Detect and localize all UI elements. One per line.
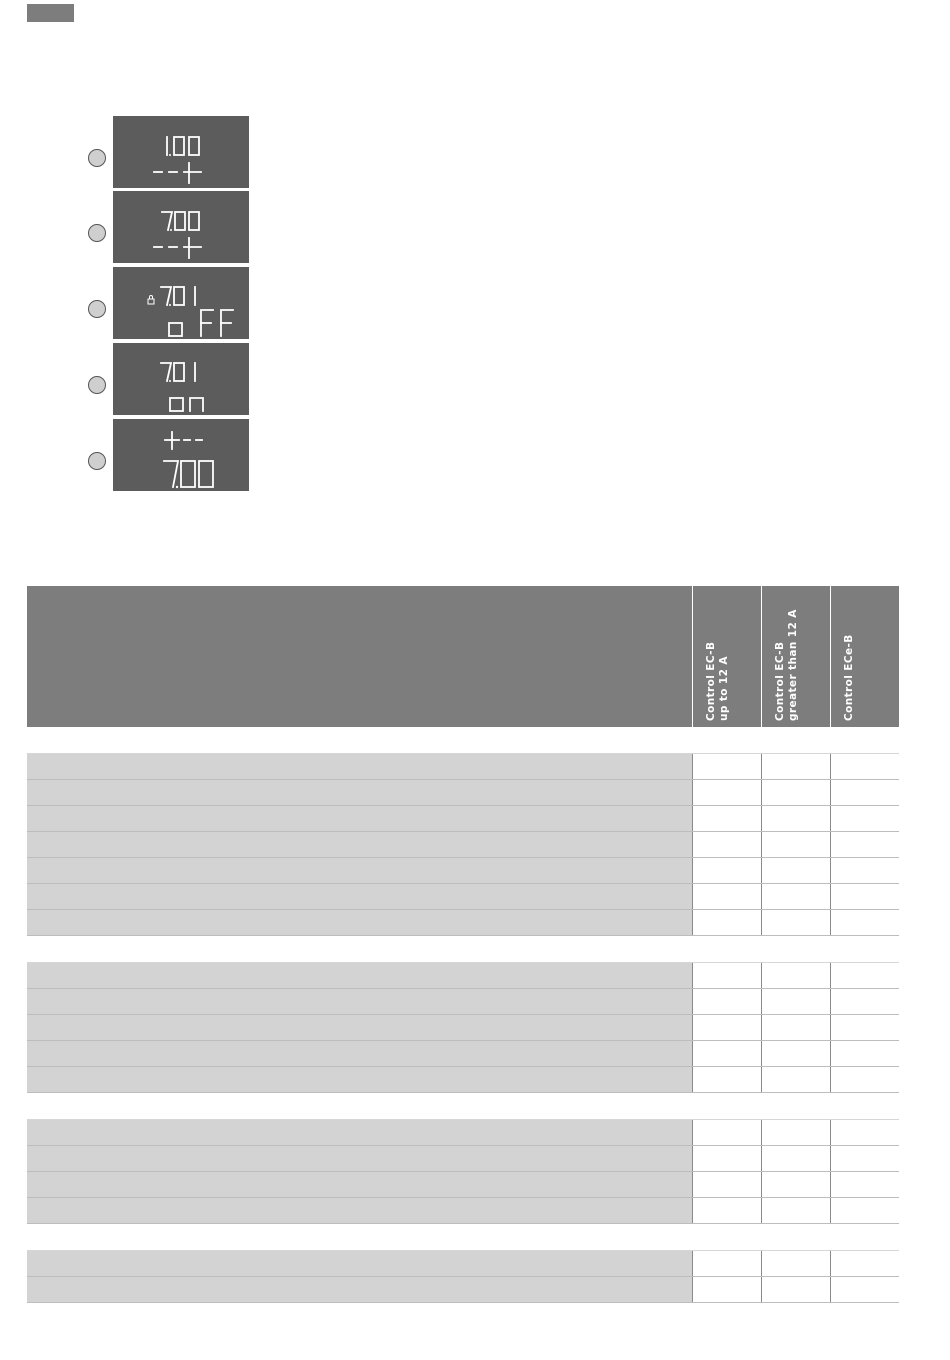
table-row-label-cell bbox=[27, 1146, 692, 1171]
table-row-label-cell bbox=[27, 806, 692, 831]
table-cell bbox=[692, 963, 761, 988]
table-cell bbox=[692, 832, 761, 857]
table-cell bbox=[692, 1277, 761, 1302]
table-row bbox=[27, 1067, 899, 1093]
step-marker bbox=[88, 376, 106, 394]
compatibility-table bbox=[27, 586, 899, 1303]
table-cell bbox=[692, 884, 761, 909]
table-row bbox=[27, 963, 899, 989]
table-row bbox=[27, 884, 899, 910]
table-cell bbox=[761, 1015, 830, 1040]
table-row-label-cell bbox=[27, 1120, 692, 1145]
table-group-spacer bbox=[27, 936, 899, 963]
table-cell bbox=[830, 884, 900, 909]
table-row-label-cell bbox=[27, 1251, 692, 1276]
column-header-ec-b-up-to-12a: Control EC-B up to 12 A bbox=[692, 586, 761, 727]
table-cell bbox=[692, 1015, 761, 1040]
table-cell bbox=[692, 806, 761, 831]
table-row-label-cell bbox=[27, 1067, 692, 1092]
column-header-ec-b-greater-12a: Control EC-B greater than 12 A bbox=[761, 586, 830, 727]
table-cell bbox=[830, 1251, 900, 1276]
table-cell bbox=[830, 806, 900, 831]
table-cell bbox=[830, 780, 900, 805]
lcd-display bbox=[113, 343, 249, 415]
step-marker bbox=[88, 300, 106, 318]
table-group-spacer bbox=[27, 727, 899, 754]
table-row bbox=[27, 858, 899, 884]
table-cell bbox=[830, 910, 900, 935]
table-cell bbox=[761, 1277, 830, 1302]
page-corner-tab bbox=[27, 4, 74, 22]
table-row-label-cell bbox=[27, 989, 692, 1014]
table-cell bbox=[830, 1120, 900, 1145]
table-row bbox=[27, 1041, 899, 1067]
table-cell bbox=[761, 1067, 830, 1092]
table-cell bbox=[761, 806, 830, 831]
table-row-label-cell bbox=[27, 858, 692, 883]
table-cell bbox=[692, 1172, 761, 1197]
step-marker bbox=[88, 452, 106, 470]
table-cell bbox=[761, 1251, 830, 1276]
table-cell bbox=[761, 910, 830, 935]
table-cell bbox=[830, 989, 900, 1014]
table-cell bbox=[692, 858, 761, 883]
table-cell bbox=[761, 989, 830, 1014]
table-row bbox=[27, 989, 899, 1015]
table-row-label-cell bbox=[27, 884, 692, 909]
step-marker bbox=[88, 149, 106, 167]
table-cell bbox=[830, 832, 900, 857]
lcd-step-3 bbox=[86, 267, 250, 341]
table-cell bbox=[692, 780, 761, 805]
table-cell bbox=[830, 1277, 900, 1302]
table-row-label-cell bbox=[27, 910, 692, 935]
table-row bbox=[27, 910, 899, 936]
table-group-spacer bbox=[27, 1093, 899, 1120]
lcd-step-2 bbox=[86, 191, 250, 265]
table-cell bbox=[692, 910, 761, 935]
table-cell bbox=[761, 858, 830, 883]
table-cell bbox=[830, 1198, 900, 1223]
table-cell bbox=[761, 1041, 830, 1066]
lcd-step-5 bbox=[86, 419, 250, 493]
table-header bbox=[27, 586, 899, 727]
table-cell bbox=[761, 1120, 830, 1145]
table-cell bbox=[761, 1146, 830, 1171]
table-group-spacer bbox=[27, 1224, 899, 1251]
table-cell bbox=[830, 754, 900, 779]
table-row bbox=[27, 1120, 899, 1146]
table-row bbox=[27, 1015, 899, 1041]
table-cell bbox=[692, 1120, 761, 1145]
table-row-label-cell bbox=[27, 1172, 692, 1197]
table-cell bbox=[761, 832, 830, 857]
table-cell bbox=[830, 858, 900, 883]
table-row bbox=[27, 1172, 899, 1198]
lcd-display bbox=[113, 267, 249, 339]
table-cell bbox=[830, 1172, 900, 1197]
lock-icon bbox=[148, 296, 154, 305]
table-cell bbox=[761, 884, 830, 909]
table-cell bbox=[830, 1146, 900, 1171]
table-row-label-cell bbox=[27, 1015, 692, 1040]
lcd-step-4 bbox=[86, 343, 250, 417]
table-cell bbox=[692, 1067, 761, 1092]
table-row-label-cell bbox=[27, 832, 692, 857]
column-header-ece-b: Control ECe-B bbox=[830, 586, 900, 727]
lcd-step-1 bbox=[86, 116, 250, 190]
table-row bbox=[27, 1277, 899, 1303]
table-cell bbox=[692, 1251, 761, 1276]
table-body bbox=[27, 727, 899, 1303]
table-row bbox=[27, 754, 899, 780]
table-row-label-cell bbox=[27, 754, 692, 779]
table-cell bbox=[692, 1198, 761, 1223]
table-cell bbox=[830, 1015, 900, 1040]
table-row bbox=[27, 832, 899, 858]
lcd-display bbox=[113, 191, 249, 263]
table-row bbox=[27, 1198, 899, 1224]
table-row-label-cell bbox=[27, 963, 692, 988]
table-row-label-cell bbox=[27, 780, 692, 805]
table-row-label-cell bbox=[27, 1198, 692, 1223]
table-cell bbox=[692, 989, 761, 1014]
table-row bbox=[27, 1146, 899, 1172]
table-cell bbox=[692, 754, 761, 779]
table-cell bbox=[692, 1041, 761, 1066]
table-cell bbox=[830, 963, 900, 988]
table-row bbox=[27, 1251, 899, 1277]
table-cell bbox=[761, 963, 830, 988]
table-cell bbox=[761, 754, 830, 779]
table-row bbox=[27, 780, 899, 806]
lcd-display bbox=[113, 116, 249, 188]
table-row bbox=[27, 806, 899, 832]
table-cell bbox=[761, 1172, 830, 1197]
table-cell bbox=[830, 1067, 900, 1092]
table-row-label-cell bbox=[27, 1041, 692, 1066]
step-marker bbox=[88, 224, 106, 242]
table-cell bbox=[830, 1041, 900, 1066]
table-cell bbox=[761, 1198, 830, 1223]
table-cell bbox=[761, 780, 830, 805]
lcd-display bbox=[113, 419, 249, 491]
table-cell bbox=[692, 1146, 761, 1171]
table-row-label-cell bbox=[27, 1277, 692, 1302]
